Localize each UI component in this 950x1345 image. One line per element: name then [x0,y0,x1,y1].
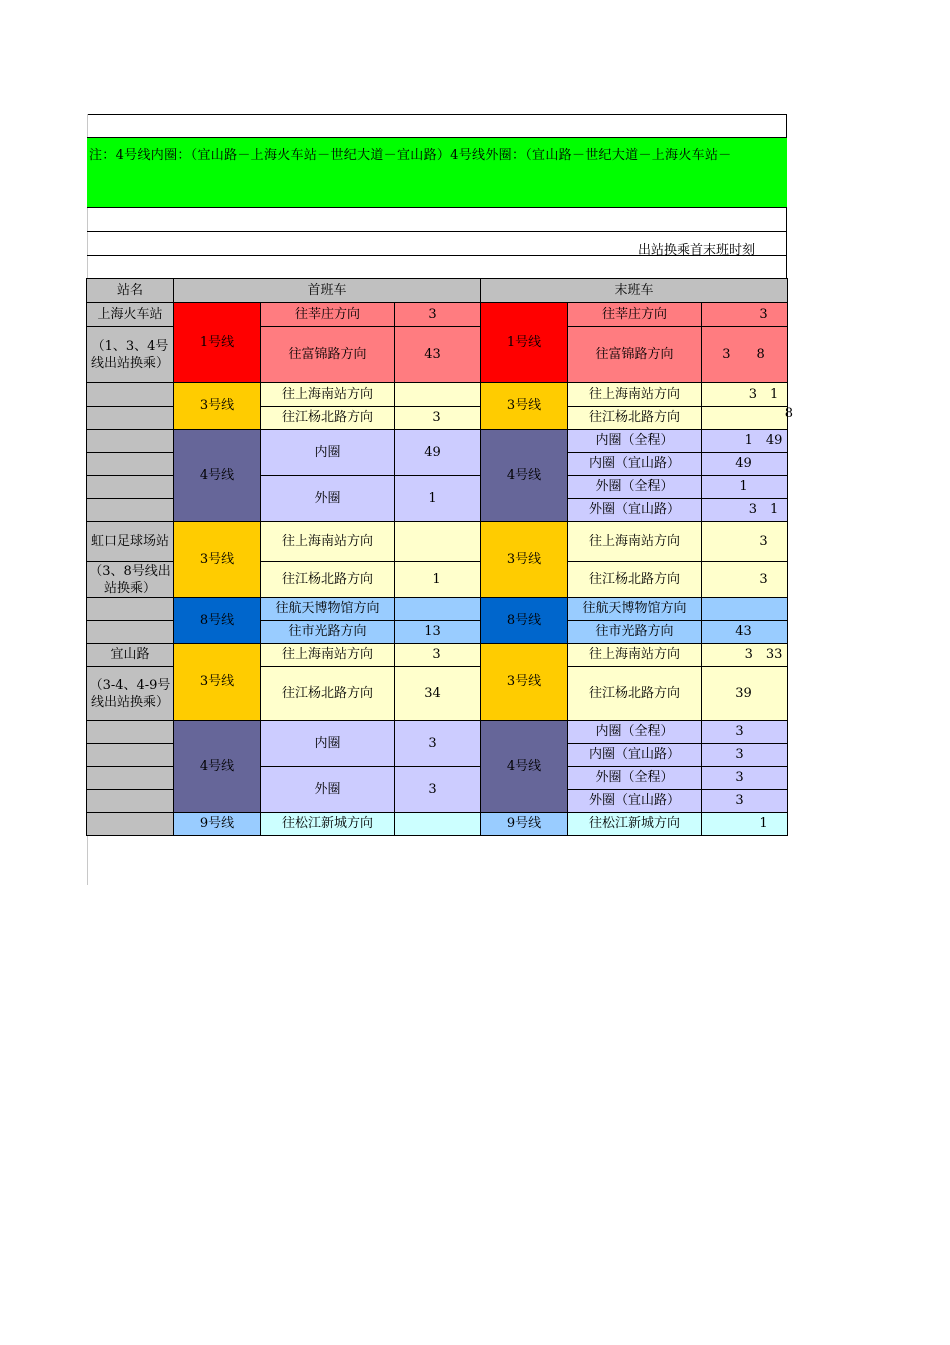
header-row [87,279,788,303]
time: 3 [702,522,788,562]
line-label: 9号线 [174,813,261,836]
time: 3 [702,767,788,790]
time: 49 [702,453,788,476]
direction: 内圈 [261,721,395,767]
time: 1 [395,476,481,522]
direction: 往江杨北路方向 [568,667,702,721]
direction: 往江杨北路方向 [261,667,395,721]
station-cell [87,598,174,621]
line-label: 3号线 [174,522,261,598]
station-cell [87,621,174,644]
station-cell [87,790,174,813]
line-label: 1号线 [481,303,568,383]
direction: 往上海南站方向 [261,383,395,407]
station-name: 宜山路 [87,644,174,667]
direction: 往富锦路方向 [568,327,702,383]
line-label: 4号线 [174,721,261,813]
header-last: 末班车 [481,279,788,303]
direction: 往航天博物馆方向 [568,598,702,621]
time: 3 [702,790,788,813]
time: 3 [395,644,481,667]
direction: 内圈（全程） [568,430,702,453]
time: 39 [702,667,788,721]
time: 3 1 [702,499,788,522]
time: 43 [702,621,788,644]
direction: 往市光路方向 [261,621,395,644]
direction: 往江杨北路方向 [568,407,702,430]
table-row [87,813,788,836]
direction: 外圈（全程） [568,767,702,790]
time: 1 [702,476,788,499]
time-cell [702,406,793,430]
station-cell [87,744,174,767]
station-cell [87,430,174,453]
time: 49 [395,430,481,476]
direction: 往航天博物馆方向 [261,598,395,621]
station-cell [87,407,174,430]
station-cell [87,476,174,499]
direction: 往上海南站方向 [568,522,702,562]
time: 3 1 [702,383,788,407]
time: 3 [395,767,481,813]
table-row [87,721,788,744]
time [395,522,481,562]
time: 1 [395,562,481,598]
line-label: 8号线 [481,598,568,644]
station-cell [87,383,174,407]
station-cell [87,499,174,522]
table-row [87,644,788,667]
direction: 往上海南站方向 [568,644,702,667]
table-row [87,383,788,407]
line-label: 1号线 [174,303,261,383]
direction: 往上海南站方向 [261,644,395,667]
grid-line [87,231,787,232]
time: 3 [395,407,481,430]
station-note-text: （3-4、4-9号线出站换乘） [89,677,171,710]
time: 1 [702,813,788,836]
line-label: 3号线 [481,383,568,430]
time [395,813,481,836]
station-name [87,522,174,562]
station-name: 上海火车站 [87,303,174,327]
line-label: 9号线 [481,813,568,836]
direction: 往上海南站方向 [568,383,702,407]
direction: 内圈 [261,430,395,476]
line-label: 8号线 [174,598,261,644]
time [395,383,481,407]
time: 3 [702,744,788,767]
header-first: 首班车 [174,279,481,303]
timetable [86,278,793,836]
direction: 往江杨北路方向 [261,562,395,598]
direction: 外圈 [261,476,395,522]
time [702,598,788,621]
time [395,598,481,621]
direction: 往松江新城方向 [261,813,395,836]
table-row [87,598,788,621]
direction: 往莘庄方向 [568,303,702,327]
station-note [87,327,174,383]
direction: 外圈 [261,767,395,813]
time: 34 [395,667,481,721]
line-label: 3号线 [481,522,568,598]
direction: 往富锦路方向 [261,327,395,383]
station-note-text: （1、3、4号线出站换乘） [90,338,169,371]
direction: 外圈（宜山路） [568,499,702,522]
direction: 内圈（全程） [568,721,702,744]
header-station: 站名 [87,279,174,303]
time: 3 [702,303,788,327]
line-label: 3号线 [174,383,261,430]
time: 1 49 [702,430,788,453]
note-text: 注：4号线内圈：（宜山路－上海火车站－世纪大道－宜山路）4号线外圈：（宜山路－世纪大道－上海火车站－ [89,148,732,163]
direction: 往上海南站方向 [261,522,395,562]
time: 3 [395,721,481,767]
station-note-text: （3、8号线出站换乘） [89,563,171,596]
direction: 往江杨北路方向 [568,562,702,598]
note-banner [87,137,787,208]
station-cell [87,813,174,836]
time: 3 33 [702,644,788,667]
line-label: 3号线 [481,644,568,721]
station-name-text: 虹口足球场站 [90,534,169,549]
station-cell [87,767,174,790]
table-row [87,522,788,562]
table-row [87,303,788,327]
table-subtitle: 出站换乘首末班时刻 [637,243,755,258]
direction: 外圈（全程） [568,476,702,499]
grid-line [87,114,787,115]
station-note [87,667,174,721]
time: 8 [784,406,793,421]
direction: 往市光路方向 [568,621,702,644]
direction: 内圈（宜山路） [568,744,702,767]
direction: 往莘庄方向 [261,303,395,327]
time: 3 [702,721,788,744]
direction: 内圈（宜山路） [568,453,702,476]
line-label: 3号线 [174,644,261,721]
station-cell [87,453,174,476]
direction: 往江杨北路方向 [261,407,395,430]
station-cell [87,721,174,744]
line-label: 4号线 [481,721,568,813]
line-label: 4号线 [174,430,261,522]
direction: 往松江新城方向 [568,813,702,836]
table-row [87,430,788,453]
time: 3 [702,562,788,598]
line-label: 4号线 [481,430,568,522]
direction: 外圈（宜山路） [568,790,702,813]
station-note [87,562,174,598]
time: 43 [395,327,481,383]
time: 13 [395,621,481,644]
time: 3 8 [702,327,788,383]
time: 3 [395,303,481,327]
